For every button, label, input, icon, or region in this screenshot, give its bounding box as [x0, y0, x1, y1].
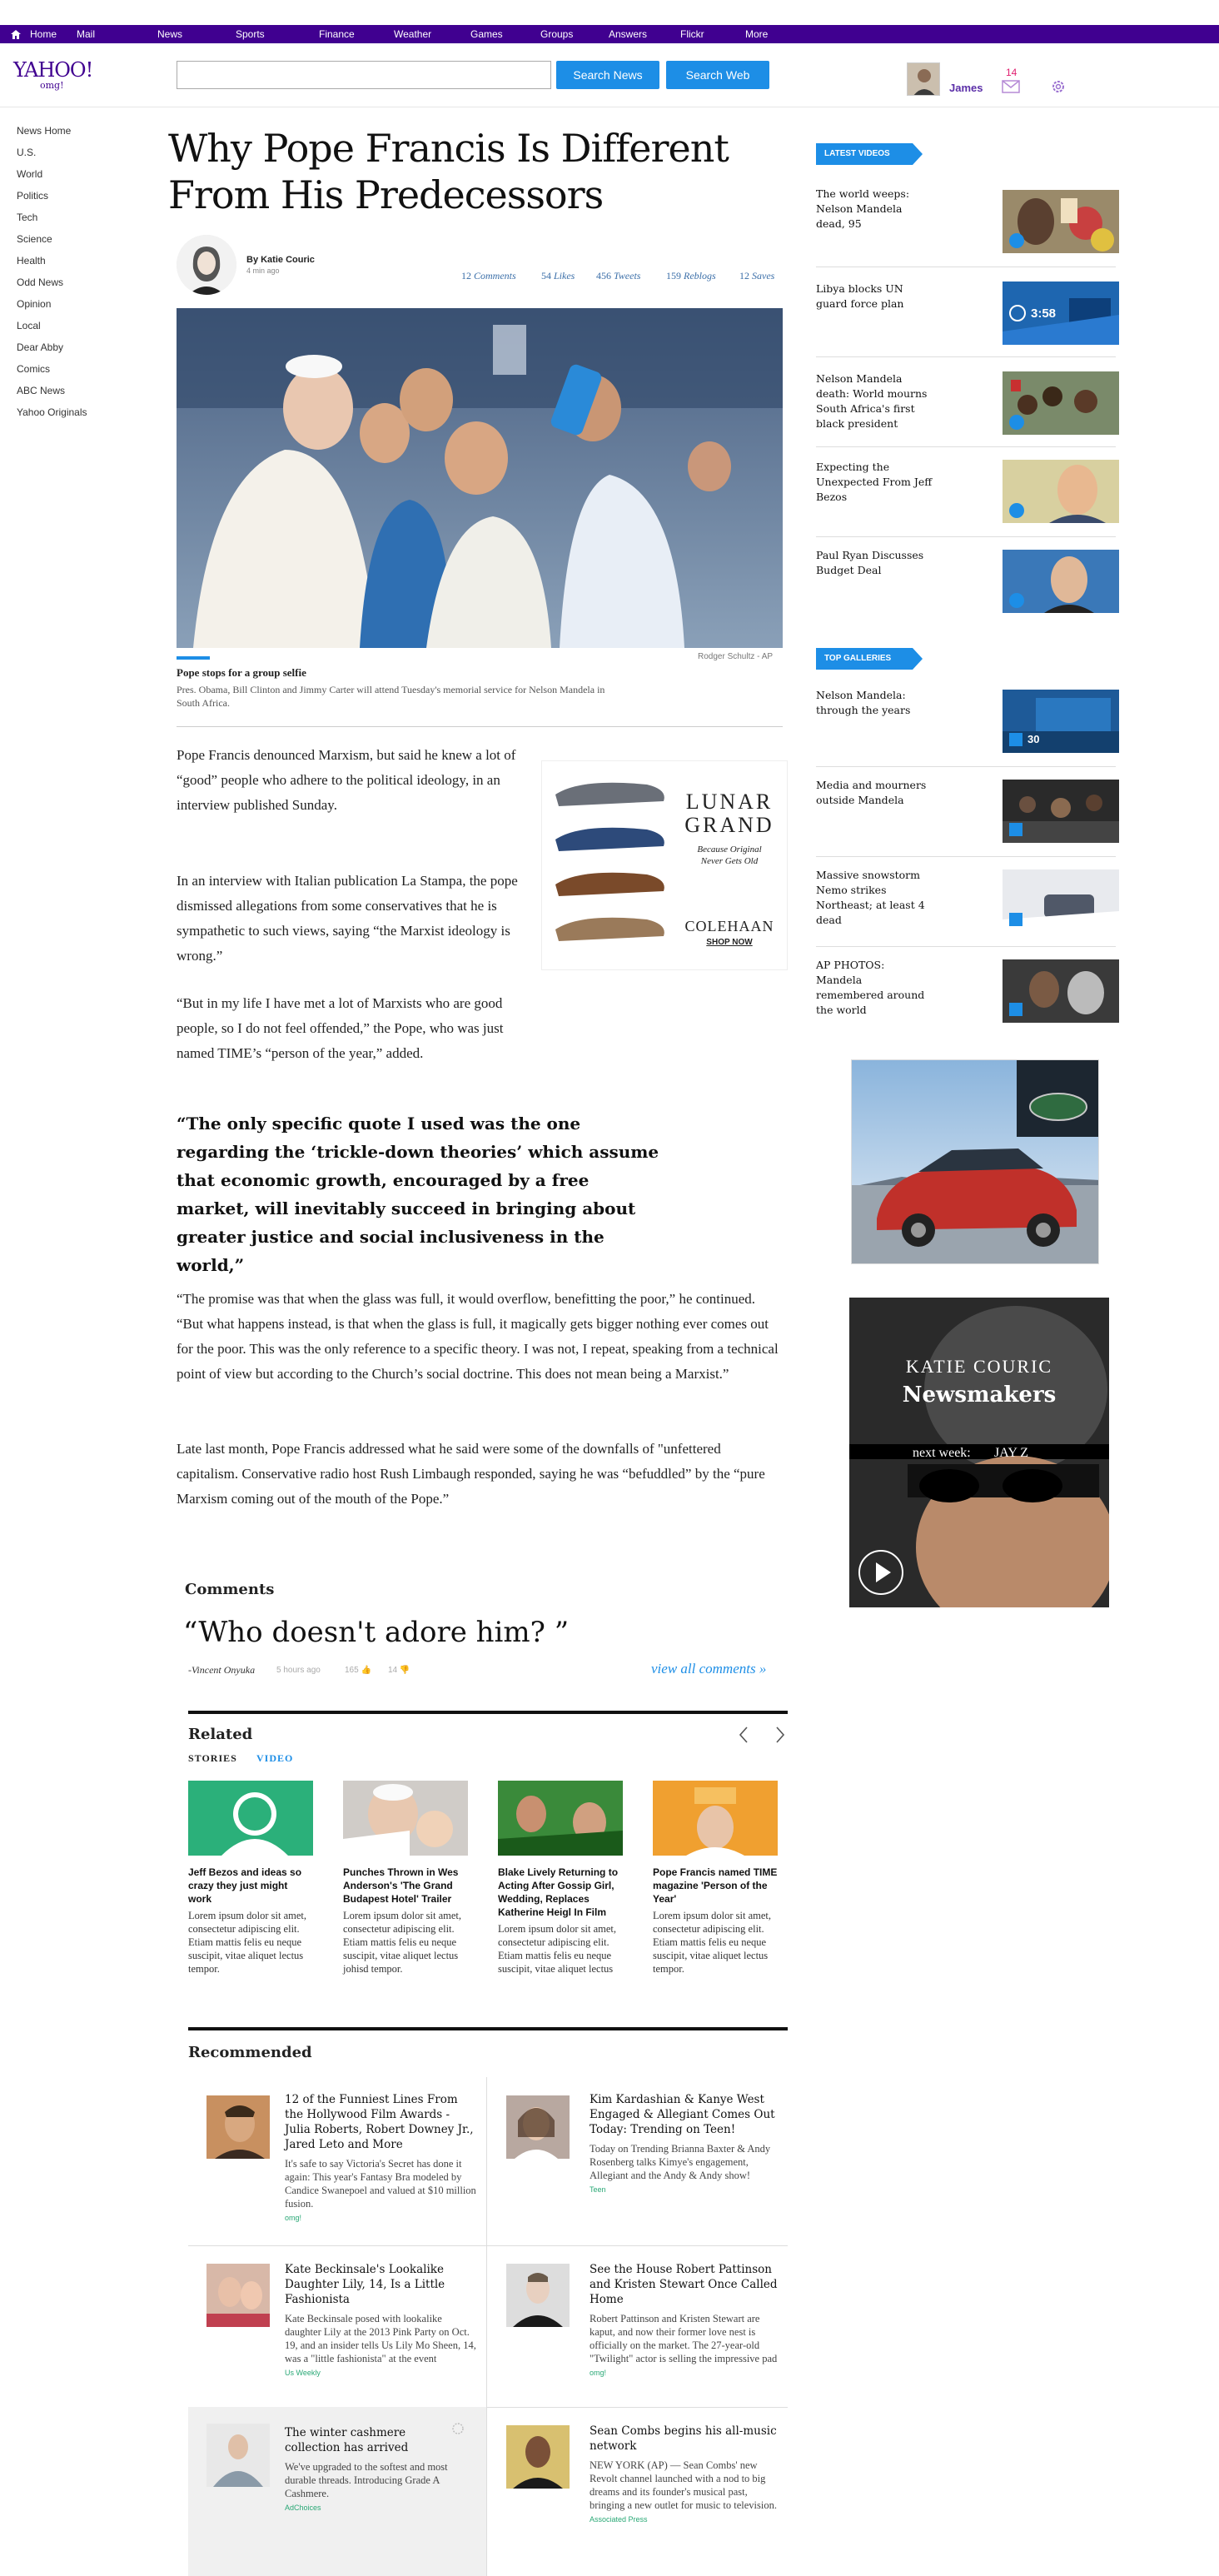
- gallery-icon: [1009, 823, 1022, 836]
- related-title[interactable]: Jeff Bezos and ideas so crazy they just might work: [188, 1866, 302, 1905]
- caption-title: Pope stops for a group selfie: [177, 666, 306, 679]
- rec-body: Robert Pattinson and Kristen Stewart are kaput, and now their former love nest is officially on the market. The 27-year-old "Twilight" actor is selling the impressive pad: [590, 2313, 778, 2364]
- gallery-thumb[interactable]: [1003, 869, 1119, 933]
- gallery-item[interactable]: [816, 778, 933, 808]
- rec-body: Kate Beckinsale posed with lookalike daughter Lily at the 2013 Pink Party on Oct. 19, and an insider tells Us Lily Mo Sheen, 14, was a "little fashionista" at the event: [285, 2313, 476, 2364]
- mail-icon[interactable]: [1002, 80, 1020, 97]
- gallery-title[interactable]: AP PHOTOS: Mandela remembered around the world: [816, 959, 925, 1016]
- rec-source[interactable]: Associated Press: [590, 2515, 648, 2524]
- rec-thumb[interactable]: [506, 2425, 570, 2489]
- video-thumb[interactable]: [1003, 371, 1119, 435]
- rec-item[interactable]: [590, 2424, 781, 2524]
- paragraph-5: Late last month, Pope Francis addressed what he said were some of the downfalls of "unfettered capitalism. Conservative radio host Rush Limbaugh responded, saying he was “befuddled” by the “pure Marxism coming out of the mouth of the Pope.”: [177, 1441, 765, 1507]
- paragraph-2: In an interview with Italian publication La Stampa, the pope dismissed allegations from some conservatives that he is sympathetic to such views, saying “the Marxist ideology is wrong.”: [177, 873, 518, 964]
- author-avatar: [177, 235, 236, 295]
- hero-photo[interactable]: [177, 308, 783, 648]
- related-title[interactable]: Blake Lively Returning to Acting After Gossip Girl, Wedding, Replaces Katherine Heigl In Film: [498, 1866, 619, 1918]
- caption-text: Pres. Obama, Bill Clinton and Jimmy Carter will attend Tuesday's memorial service for Nelson Mandela in South Africa.: [177, 684, 605, 709]
- gallery-thumb[interactable]: [1003, 959, 1119, 1023]
- video-thumb[interactable]: [1003, 460, 1119, 523]
- nav-finance[interactable]: Finance: [319, 28, 355, 40]
- ad-tag1: Because Original: [697, 845, 762, 855]
- leftnav-news-home[interactable]: News Home: [17, 125, 72, 137]
- related-thumb[interactable]: [188, 1781, 313, 1856]
- rec-source[interactable]: omg!: [285, 2214, 302, 2222]
- related-body: Lorem ipsum dolor sit amet, consectetur adipiscing elit. Etiam mattis felis eu neque suscipit, vitae aliquet lectus tempor.: [188, 1910, 306, 1975]
- gallery-thumb[interactable]: [1003, 780, 1119, 843]
- video-title[interactable]: Libya blocks UN guard force plan: [816, 282, 904, 310]
- dislike-count: 14: [388, 1666, 398, 1675]
- latest-videos-tag: LATEST VIDEOS: [816, 143, 913, 165]
- comment-likes[interactable]: 165 👍: [345, 1666, 371, 1675]
- play-icon[interactable]: [1009, 233, 1024, 248]
- user-name[interactable]: James: [949, 82, 983, 94]
- rec-title[interactable]: Kim Kardashian & Kanye West Engaged & Allegiant Comes Out Today: Trending on Teen!: [590, 2093, 775, 2136]
- recommended-heading: Recommended: [188, 2044, 312, 2061]
- photo-progress-bar: [177, 656, 210, 660]
- rec-thumb[interactable]: [206, 2264, 270, 2327]
- comments-heading: Comments: [185, 1581, 275, 1598]
- ad-lunar-grand[interactable]: [541, 760, 788, 970]
- video-title[interactable]: Paul Ryan Discusses Budget Deal: [816, 549, 924, 576]
- recommended-row-divider: [486, 2407, 788, 2408]
- video-item[interactable]: [816, 187, 933, 232]
- separator: [816, 946, 1116, 947]
- related-body: Lorem ipsum dolor sit amet, consectetur adipiscing elit. Etiam mattis felis eu neque suscipit, vitae aliquet lectus: [498, 1923, 616, 1975]
- rec-item[interactable]: [590, 2262, 781, 2377]
- video-duration: 3:58: [1031, 306, 1057, 321]
- play-icon[interactable]: [1009, 415, 1024, 430]
- search-news-button[interactable]: Search News: [556, 61, 659, 89]
- comment-author[interactable]: -Vincent Onyuka: [188, 1664, 256, 1676]
- chevron-left-icon[interactable]: [738, 1726, 749, 1748]
- stat-comments[interactable]: 12 Comments: [461, 270, 516, 282]
- rec-title[interactable]: 12 of the Funniest Lines From the Hollywood Film Awards - Julia Roberts, Robert Downey Jr., Jared Leto and More: [285, 2093, 474, 2151]
- separator: [816, 536, 1116, 537]
- leftnav-yahoo-originals[interactable]: Yahoo Originals: [17, 406, 87, 418]
- mail-count-badge: 14: [1006, 67, 1017, 78]
- nav-answers[interactable]: Answers: [609, 28, 648, 40]
- video-item[interactable]: [816, 548, 933, 578]
- leftnav-us[interactable]: U.S.: [17, 147, 37, 158]
- pull-quote: “The only specific quote I used was the one regarding the ‘trickle-down theories’ which assume that economic growth, encouraged by a free market, will inevitably succeed in bringing about greater justice and social inclusiveness in the world,”: [177, 1114, 659, 1275]
- separator: [816, 446, 1116, 447]
- comment-dislikes[interactable]: 14 👎: [388, 1666, 410, 1675]
- related-card[interactable]: [653, 1781, 778, 1976]
- rec-thumb[interactable]: [506, 2264, 570, 2327]
- chevron-right-icon[interactable]: [774, 1726, 786, 1748]
- video-thumb[interactable]: [1003, 282, 1119, 345]
- ad-couric-line1: KATIE COURIC: [905, 1356, 1053, 1377]
- nav-mail[interactable]: Mail: [77, 28, 96, 40]
- leftnav-local[interactable]: Local: [17, 320, 41, 331]
- separator: [816, 766, 1116, 767]
- gallery-icon: [1009, 733, 1022, 746]
- nav-news[interactable]: News: [157, 28, 183, 40]
- related-rule: [188, 1711, 788, 1714]
- stat-likes[interactable]: 54 Likes: [541, 270, 575, 282]
- video-item[interactable]: [816, 460, 933, 505]
- ad-line2: GRAND: [684, 813, 774, 837]
- leftnav-comics[interactable]: Comics: [17, 363, 51, 375]
- related-thumb[interactable]: [498, 1781, 623, 1856]
- nav-sports[interactable]: Sports: [236, 28, 265, 40]
- related-thumb[interactable]: [653, 1781, 778, 1856]
- rec-item[interactable]: [285, 2262, 476, 2377]
- related-body: Lorem ipsum dolor sit amet, consectetur adipiscing elit. Etiam mattis felis eu neque suscipit, vitae aliquet lectus johisd tempor.: [343, 1910, 461, 1975]
- nav-more[interactable]: More: [745, 28, 769, 40]
- gallery-item[interactable]: [816, 958, 933, 1018]
- rec-title[interactable]: The winter cashmere collection has arrived: [285, 2426, 409, 2454]
- video-item[interactable]: [816, 282, 933, 311]
- article-headline: Why Pope Francis Is Different From His Predecessors: [168, 126, 729, 217]
- rec-source[interactable]: Teen: [590, 2185, 606, 2194]
- rec-thumb[interactable]: [206, 2424, 270, 2487]
- related-body: Lorem ipsum dolor sit amet, consectetur adipiscing elit. Etiam mattis felis eu neque suscipit, vitae aliquet lectus tempor.: [653, 1910, 771, 1975]
- ad-tag2: Never Gets Old: [700, 856, 759, 866]
- rec-source[interactable]: omg!: [590, 2369, 607, 2377]
- caption-divider: [177, 726, 783, 727]
- gallery-icon: [1009, 1003, 1022, 1016]
- leftnav-abc-news[interactable]: ABC News: [17, 385, 66, 396]
- comment-time: 5 hours ago: [276, 1666, 321, 1675]
- rec-item[interactable]: [285, 2425, 451, 2512]
- article-time: 4 min ago: [246, 267, 280, 275]
- leftnav-politics[interactable]: Politics: [17, 190, 49, 202]
- leftnav-health[interactable]: Health: [17, 255, 46, 267]
- view-all-comments-link[interactable]: view all comments »: [651, 1661, 767, 1677]
- related-card[interactable]: [498, 1781, 623, 1976]
- gallery-count: 30: [1027, 733, 1040, 745]
- paragraph-1: Pope Francis denounced Marxism, but said he knew a lot of “good” people who adhere to the political ideology, in an interview published Sunday.: [177, 747, 516, 813]
- rec-body: Today on Trending Brianna Baxter & Andy Rosenberg talks Kimye's engagement, Allegiant and the Andy & Andy show!: [590, 2143, 771, 2181]
- video-item[interactable]: [816, 371, 933, 431]
- related-thumb[interactable]: [343, 1781, 468, 1856]
- video-thumb[interactable]: [1003, 550, 1119, 613]
- video-title[interactable]: Expecting the Unexpected From Jeff Bezos: [816, 461, 933, 503]
- stat-saves[interactable]: 12 Saves: [739, 270, 775, 282]
- logo-subtitle: omg!: [40, 80, 64, 91]
- nav-groups[interactable]: Groups: [540, 28, 574, 40]
- rec-source[interactable]: Us Weekly: [285, 2369, 321, 2377]
- rec-body: We've upgraded to the softest and most durable threads. Introducing Grade A Cashmere.: [285, 2461, 448, 2499]
- leftnav-tech[interactable]: Tech: [17, 212, 38, 223]
- nav-games[interactable]: Games: [470, 28, 503, 40]
- paragraph-3: “But in my life I have met a lot of Marxists who are good people, so I do not feel offended,” the Pope, who was just named TIME’s “person of the year,” added.: [177, 995, 504, 1061]
- separator: [816, 856, 1116, 857]
- related-card[interactable]: [343, 1781, 468, 1976]
- gallery-title[interactable]: Media and mourners outside Mandela: [816, 779, 927, 806]
- rec-thumb[interactable]: [506, 2095, 570, 2159]
- search-web-button[interactable]: Search Web: [666, 61, 769, 89]
- leftnav-opinion[interactable]: Opinion: [17, 298, 52, 310]
- leftnav-science[interactable]: Science: [17, 233, 52, 245]
- recommended-rule: [188, 2027, 788, 2030]
- play-icon[interactable]: [1009, 305, 1026, 321]
- tab-video[interactable]: VIDEO: [256, 1752, 294, 1764]
- gallery-icon: [1009, 913, 1022, 926]
- rec-title[interactable]: Sean Combs begins his all-music network: [590, 2424, 777, 2453]
- nav-home[interactable]: Home: [30, 28, 57, 40]
- separator: [816, 356, 1116, 357]
- top-nav-bar: [0, 25, 1219, 43]
- rec-title[interactable]: See the House Robert Pattinson and Kristen Stewart Once Called Home: [590, 2263, 778, 2306]
- ad-couric-line3: next week:: [913, 1446, 971, 1460]
- sun-icon: [448, 2419, 468, 2443]
- gallery-thumb[interactable]: [1003, 690, 1119, 753]
- video-title[interactable]: The world weeps: Nelson Mandela dead, 95: [816, 187, 910, 230]
- settings-gear-icon[interactable]: [1050, 78, 1067, 99]
- related-title[interactable]: Pope Francis named TIME magazine 'Person of the Year': [653, 1866, 778, 1905]
- nav-weather[interactable]: Weather: [394, 28, 432, 40]
- recommended-row-divider: [188, 2245, 788, 2246]
- featured-comment: “Who doesn't adore him? ”: [183, 1616, 570, 1649]
- author-name[interactable]: By Katie Couric: [246, 255, 315, 265]
- rec-title[interactable]: Kate Beckinsale's Lookalike Daughter Lily, 14, Is a Little Fashionista: [285, 2263, 445, 2306]
- ad-range-rover[interactable]: [851, 1059, 1099, 1264]
- video-title[interactable]: Nelson Mandela death: World mourns South Africa's first black president: [816, 372, 928, 430]
- leftnav-odd-news[interactable]: Odd News: [17, 277, 64, 288]
- gallery-item[interactable]: [816, 688, 933, 718]
- shoes-illustration: [547, 770, 672, 961]
- play-icon[interactable]: [1009, 593, 1024, 608]
- rec-source[interactable]: AdChoices: [285, 2504, 321, 2512]
- stat-tweets[interactable]: 456 Tweets: [596, 270, 641, 282]
- ad-couric-art: [849, 1298, 1109, 1607]
- rec-item[interactable]: [590, 2092, 781, 2194]
- ad-couric-line2: Newsmakers: [902, 1383, 1057, 1408]
- nav-flickr[interactable]: Flickr: [680, 28, 704, 40]
- like-count: 165: [345, 1666, 359, 1675]
- recommended-column-divider: [486, 2077, 487, 2576]
- tag-arrow: [913, 648, 923, 670]
- rec-body: NEW YORK (AP) — Sean Combs' new Revolt channel launched with a nod to big dreams and its founder's musical past, bringing a new outlet for music to television.: [590, 2459, 777, 2511]
- tab-stories[interactable]: STORIES: [188, 1752, 237, 1764]
- top-galleries-tag: TOP GALLERIES: [816, 648, 913, 670]
- ad-couric-line4: JAY Z: [994, 1446, 1029, 1460]
- play-icon[interactable]: [1009, 503, 1024, 518]
- home-icon[interactable]: [10, 28, 22, 40]
- user-avatar[interactable]: [907, 62, 940, 96]
- paragraph-4: “The promise was that when the glass was full, it would overflow, benefitting the poor,” he continued. “But what happens instead, is that when the glass is full, it magically gets bigger nothing ever comes out for the poor. This was the only reference to a specific theory. I was not, I repeat, speaking from a technical point of view but according to the Church’s social doctrine. This does not mean being a Marxist.”: [177, 1291, 779, 1382]
- stat-reblogs[interactable]: 159 Reblogs: [666, 270, 716, 282]
- rec-thumb[interactable]: [206, 2095, 270, 2159]
- related-heading: Related: [188, 1726, 253, 1743]
- ad-shop-now[interactable]: SHOP NOW: [706, 938, 753, 947]
- gallery-title[interactable]: Massive snowstorm Nemo strikes Northeast; at least 4 dead: [816, 869, 925, 926]
- photo-credit: Rodger Schultz - AP: [698, 652, 774, 661]
- related-title[interactable]: Punches Thrown in Wes Anderson's 'The Grand Budapest Hotel' Trailer: [343, 1866, 459, 1905]
- video-thumb[interactable]: [1003, 190, 1119, 253]
- ad-line1: LUNAR: [685, 790, 774, 814]
- yahoo-logo[interactable]: YAHOO!: [13, 58, 93, 82]
- tag-arrow: [913, 143, 923, 165]
- leftnav-world[interactable]: World: [17, 168, 43, 180]
- rec-item[interactable]: [285, 2092, 476, 2222]
- search-input[interactable]: [177, 61, 551, 89]
- gallery-title[interactable]: Nelson Mandela: through the years: [816, 689, 911, 716]
- ad-brand: COLEHAAN: [684, 918, 774, 934]
- gallery-item[interactable]: [816, 868, 933, 928]
- rec-body: It's safe to say Victoria's Secret has done it again: This year's Fantasy Bra modeled by Candice Swanepoel and valued at $10 million fusion.: [285, 2158, 476, 2210]
- related-card[interactable]: [188, 1781, 313, 1976]
- ad-katie-couric[interactable]: [849, 1298, 1109, 1607]
- leftnav-dear-abby[interactable]: Dear Abby: [17, 341, 64, 353]
